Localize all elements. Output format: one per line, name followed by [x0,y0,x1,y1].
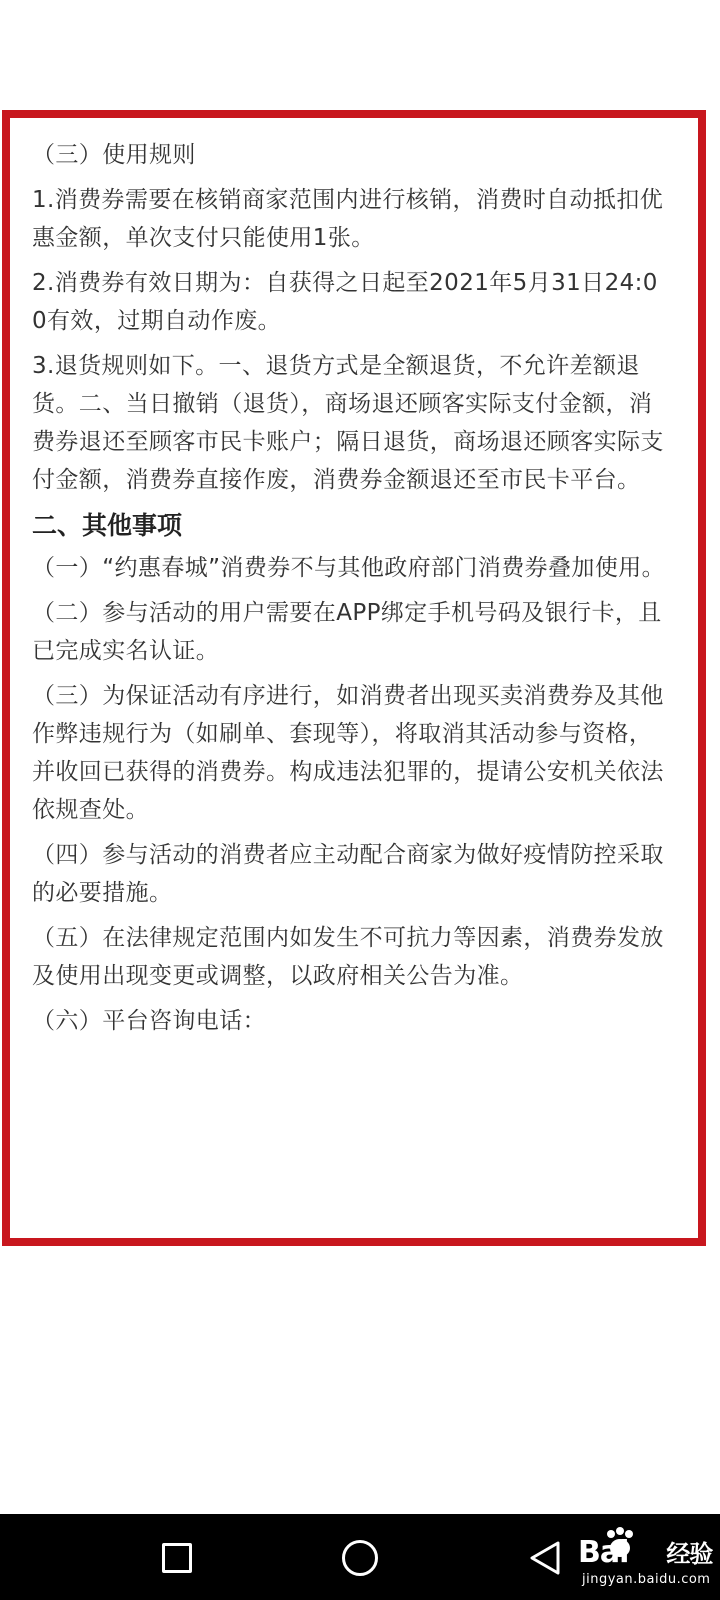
item-4: （四）参与活动的消费者应主动配合商家为做好疫情防控采取的必要措施。 [32,842,664,906]
baidu-jingyan-watermark [560,1520,720,1596]
back-triangle-icon[interactable] [528,1540,562,1576]
section-heading-other-matters: 二、其他事项 [32,511,183,540]
item-2: （二）参与活动的用户需要在APP绑定手机号码及银行卡，且已完成实名认证。 [32,600,662,664]
watermark-logo-text: Bai 经验 [578,1535,713,1570]
square-icon[interactable] [162,1543,192,1573]
paragraph-rule-3: 3.退货规则如下。一、退货方式是全额退货，不允许差额退货。二、当日撤销（退货），商场退还顾客实际支付金额，消费券退还至顾客市民卡账户；隔日退货，商场退还顾客实际支付金额，消费券直接作废，消费券金额退还至市民卡平台。 [32,353,664,493]
item-1: （一）“约惠春城”消费券不与其他政府部门消费券叠加使用。 [32,555,666,581]
paragraph-usage-rules-title: （三）使用规则 [32,142,196,168]
watermark-site-text: jingyan.baidu.com [582,1572,711,1587]
item-3: （三）为保证活动有序进行，如消费者出现买卖消费券及其他作弊违规行为（如刷单、套现等），将取消其活动参与资格，并收回已获得的消费券。构成违法犯罪的，提请公安机关依法依规查处。 [32,683,664,823]
document-text [32,136,672,1047]
circle-icon[interactable] [342,1540,378,1576]
paragraph-rule-1: 1.消费券需要在核销商家范围内进行核销，消费时自动抵扣优惠金额，单次支付只能使用1张。 [32,187,664,251]
item-6: （六）平台咨询电话： [32,1008,266,1034]
highlight-frame [2,110,706,1246]
item-5: （五）在法律规定范围内如发生不可抗力等因素，消费券发放及使用出现变更或调整，以政府相关公告为准。 [32,925,664,989]
paragraph-rule-2: 2.消费券有效日期为：自获得之日起至2021年5月31日24:00有效，过期自动作废。 [32,270,658,334]
